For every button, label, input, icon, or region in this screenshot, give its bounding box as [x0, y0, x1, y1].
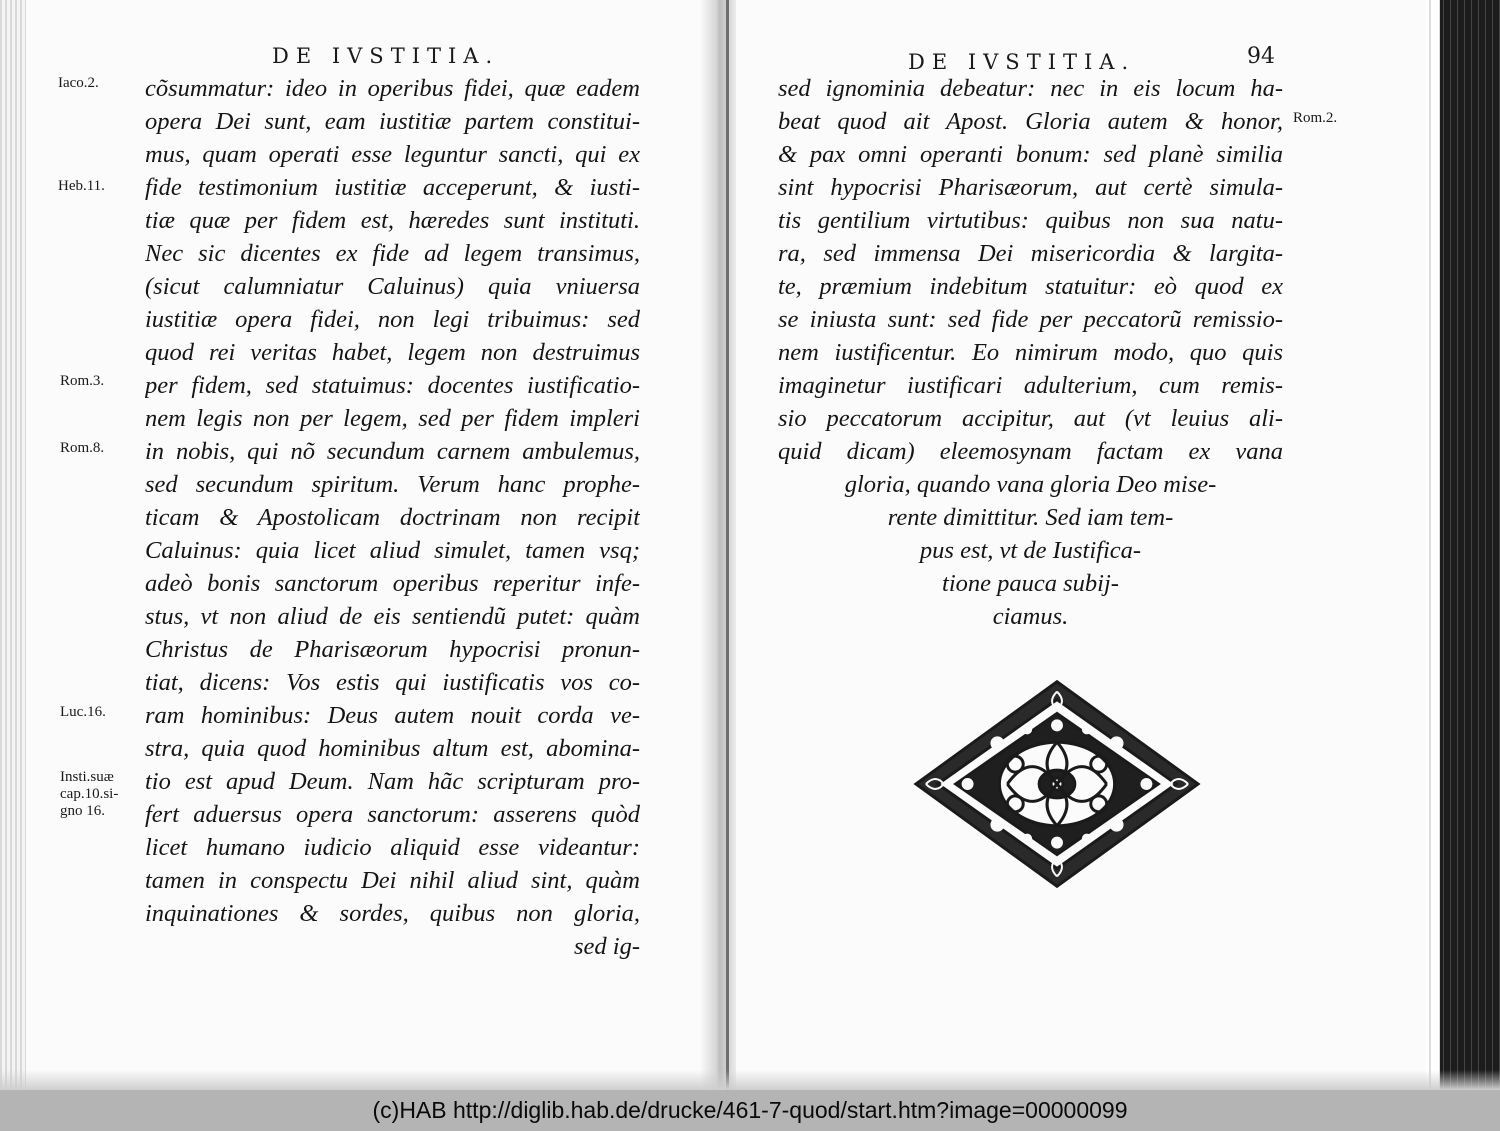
- text-line: opera Dei sunt, eam iustitiæ partem constitui-: [145, 108, 640, 135]
- margin-note-luc: Luc.16.: [60, 704, 106, 720]
- text-line: quid dicam) eleemosynam factam ex vana: [778, 438, 1283, 465]
- gutter-fold-line: [726, 0, 729, 1090]
- text-line: tio est apud Deum. Nam hãc scripturam pro-: [145, 768, 640, 795]
- text-line: nem legis non per legem, sed per fidem impleri: [145, 405, 640, 432]
- dark-background-strip: [1440, 0, 1500, 1090]
- margin-note-insti-2: cap.10.si-: [60, 786, 119, 802]
- bottom-shadow: [0, 1070, 1500, 1090]
- book-gutter: [700, 0, 736, 1090]
- margin-note-rom8: Rom.8.: [60, 440, 105, 456]
- text-line: sed ignominia debeatur: nec in eis locum ha-: [778, 75, 1283, 102]
- text-line: pus est, vt de Iustifica-: [919, 537, 1142, 564]
- margin-note-heb: Heb.11.: [58, 178, 105, 194]
- text-line: tis gentilium virtutibus: quibus non sua natu-: [778, 207, 1283, 234]
- copyright-footer: [0, 1090, 1500, 1131]
- margin-note-insti-1: Insti.suæ: [60, 769, 114, 785]
- text-line: Nec sic dicentes ex fide ad legem transimus,: [145, 240, 640, 267]
- text-line: quod rei veritas habet, legem non destruimus: [145, 339, 640, 366]
- text-line: rente dimittitur. Sed iam tem-: [887, 504, 1174, 531]
- text-line: cõsummatur: ideo in operibus fidei, quæ eadem: [145, 75, 640, 102]
- right-page-edges: [1426, 0, 1500, 1090]
- margin-note-rom2: Rom.2.: [1293, 110, 1338, 126]
- text-line: ticam & Apostolicam doctrinam non recipit: [145, 504, 640, 531]
- text-line: Christus de Pharisæorum hypocrisi pronun-: [145, 636, 640, 663]
- text-line: nem iustificentur. Eo nimirum modo, quo quis: [778, 339, 1283, 366]
- text-line: Caluinus: quia licet aliud simulet, tamen vsq;: [145, 537, 640, 564]
- text-line: sed secundum spiritum. Verum hanc prophe-: [145, 471, 640, 498]
- text-line: ram hominibus: Deus autem nouit corda ve-: [145, 702, 640, 729]
- text-line: tamen in conspectu Dei nihil aliud sint, quàm: [145, 867, 640, 894]
- text-line: te, præmium indebitum statuitur: eò quod ex: [778, 273, 1283, 300]
- text-line: in nobis, qui nõ secundum carnem ambulemus,: [145, 438, 640, 465]
- text-line: inquinationes & sordes, quibus non gloria,: [145, 900, 640, 927]
- text-line: stra, quia quod hominibus altum est, abomina-: [145, 735, 640, 762]
- text-line: stus, vt non aliud de eis sentiendũ putet: quàm: [145, 603, 640, 630]
- text-line: tione pauca subij-: [942, 570, 1119, 597]
- margin-note-rom3: Rom.3.: [60, 373, 105, 389]
- catchword: sed ig-: [574, 933, 640, 960]
- text-line: & pax omni operanti bonum: sed planè similia: [778, 141, 1283, 168]
- right-running-head: DE IVSTITIA.: [908, 50, 1136, 74]
- left-text-block: [145, 72, 640, 963]
- page-number: 94: [1247, 44, 1275, 69]
- left-page-edges: [0, 0, 26, 1090]
- margin-note-iaco: Iaco.2.: [58, 75, 99, 91]
- text-line: (sicut calumniatur Caluinus) quia vniuersa: [145, 273, 640, 300]
- text-line: per fidem, sed statuimus: docentes iustificatio-: [145, 372, 640, 399]
- text-line: gloria, quando vana gloria Deo mise-: [844, 471, 1217, 498]
- text-line: adeò bonis sanctorum operibus reperitur infe-: [145, 570, 640, 597]
- text-line: fert aduersus opera sanctorum: asserens quòd: [145, 801, 640, 828]
- right-text-block: [778, 72, 1283, 633]
- footer-credit: (c)HAB http://diglib.hab.de/drucke/461-7-quod/start.htm?image=00000099: [372, 1097, 1128, 1123]
- text-line: beat quod ait Apost. Gloria autem & honor,: [778, 108, 1283, 135]
- text-line: tiat, dicens: Vos estis qui iustificatis vos co-: [145, 669, 640, 696]
- text-line: iustitiæ opera fidei, non legi tribuimus: sed: [145, 306, 640, 333]
- arabesque-fleuron-ornament-icon: [908, 668, 1206, 900]
- text-line: mus, quam operati esse leguntur sancti, qui ex: [145, 141, 640, 168]
- text-line: imaginetur iustificari adulterium, cum remis-: [778, 372, 1283, 399]
- left-running-head: DE IVSTITIA.: [272, 44, 500, 68]
- text-line: se iniusta sunt: sed fide per peccatorũ remissio-: [778, 306, 1283, 333]
- text-line: tiæ quæ per fidem est, hæredes sunt instituti.: [145, 207, 640, 234]
- text-line: sint hypocrisi Pharisæorum, aut certè simula-: [778, 174, 1283, 201]
- margin-note-insti-3: gno 16.: [60, 803, 105, 819]
- text-line: ciamus.: [992, 603, 1069, 630]
- text-line: ra, sed immensa Dei misericordia & largita-: [778, 240, 1283, 267]
- text-line: licet humano iudicio aliquid esse videantur:: [145, 834, 640, 861]
- text-line: sio peccatorum accipitur, aut (vt leuius ali-: [778, 405, 1283, 432]
- text-line: fide testimonium iustitiæ acceperunt, & iusti-: [145, 174, 640, 201]
